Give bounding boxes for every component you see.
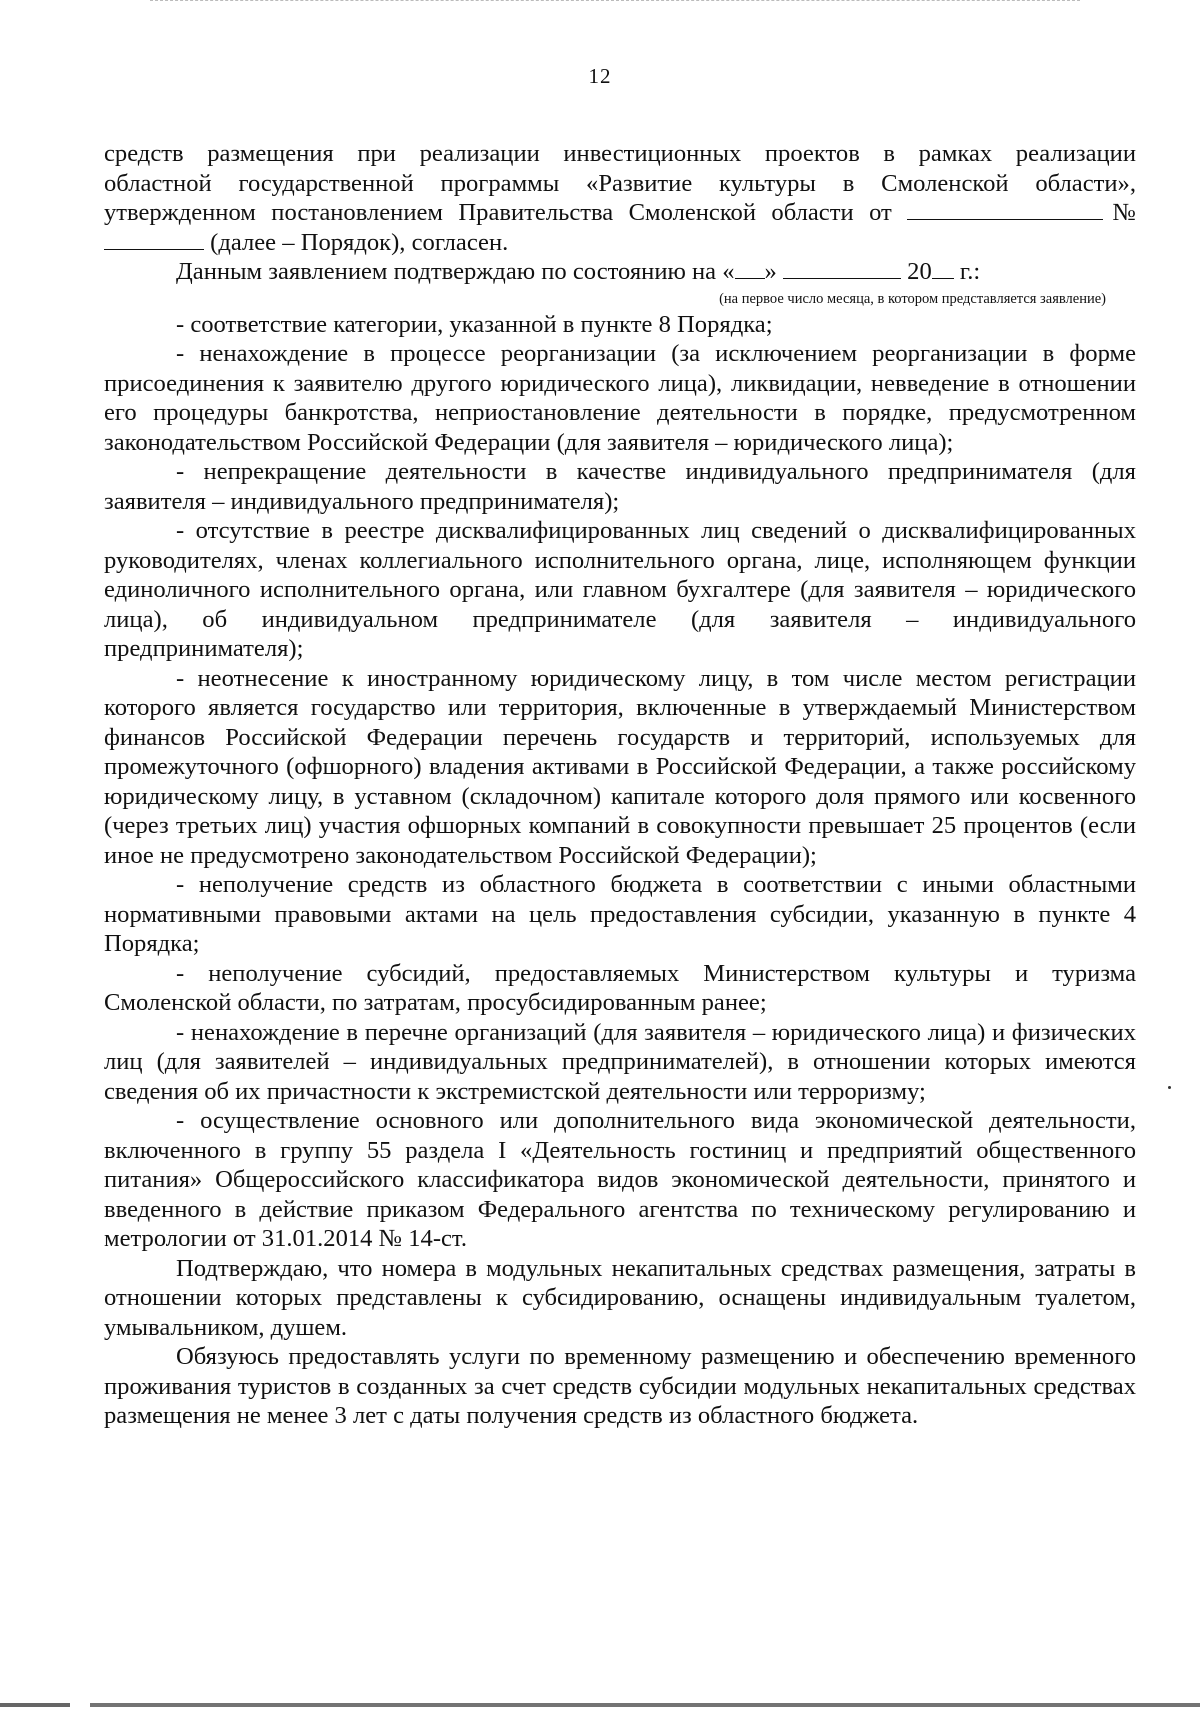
year-prefix: 20 [907, 258, 932, 285]
confirm-date-text: Данным заявлением подтверждаю по состоянию на « [176, 258, 735, 285]
list-item: - неполучение субсидий, предоставляемых Министерством культуры и туризма Смоленской области, по затратам, просубсидированным ранее; [104, 959, 1136, 1016]
year-suffix: г.: [959, 258, 981, 285]
quote-close: » [764, 258, 777, 285]
list-item: - отсутствие в реестре дисквалифицированных лиц сведений о дисквалифицированных руководителях, членах коллегиального исполнительного органа, лице, исполняющем функции единоличного исполнительного органа, или главном бухгалтере (для заявителя – юридического лица), об индивидуальном предпринимателе (для заявителя – индивидуального предпринимателя); [104, 517, 1136, 662]
closing-paragraph: Подтверждаю, что номера в модульных некапитальных средствах размещения, затраты в отношении которых представлены к субсидированию, оснащены индивидуальным туалетом, умывальником, душем. [104, 1254, 1136, 1341]
scan-speck [1168, 1086, 1171, 1089]
list-item: - соответствие категории, указанной в пункте 8 Порядка; [176, 310, 773, 338]
list-item: - осуществление основного или дополнительного вида экономической деятельности, включенного в группу 55 раздела I «Деятельность гостиниц и предприятий общественного питания» Общероссийского классификатора видов экономической деятельности, принятого и введенного в действие приказом Федерального агентства по техническому регулированию и метрологии от 31.01.2014 № 14-ст. [104, 1107, 1136, 1252]
scan-edge-top [150, 0, 1080, 4]
list-item: - неполучение средств из областного бюджета в соответствии с иными областными нормативными правовыми актами на цель предоставления субсидии, указанную в пункте 4 Порядка; [104, 871, 1136, 957]
intro-first-line: средств размещения при реализации инвестиционных проектов в рамках реализации [104, 140, 1136, 167]
list-item: - ненахождение в процессе реорганизации (за исключением реорганизации в форме присоединения к заявителю другого юридического лица), ликвидации, невведение в отношении его процедуры банкротства, неприостановление деятельности в порядке, предусмотренном законодательством Российской Федерации (для заявителя – юридического лица); [104, 340, 1136, 456]
intro-text: областной государственной программы «Развитие культуры в Смоленской области», утвержденном постановлением Правительства Смоленской области от [104, 169, 1136, 226]
paragraph-confirm-date [104, 257, 1136, 287]
date-footnote: (на первое число месяца, в котором представляется заявление) [719, 290, 1106, 307]
blank-year-field [932, 258, 954, 279]
scan-edge-bottom [0, 1703, 1200, 1707]
blank-day-field [735, 258, 765, 279]
page-number: 12 [588, 64, 612, 88]
blank-month-field [783, 258, 901, 279]
document-body [104, 139, 1136, 1431]
blank-date-field [907, 199, 1103, 220]
list-item: - неотнесение к иностранному юридическому лицу, в том числе местом регистрации которого является государство или территория, включенные в утверждаемый Министерством финансов Российской Федерации перечень государств и территорий, используемых для промежуточного (офшорного) владения активами в Российской Федерации, а также российскому юридическому лицу, в уставном (складочном) капитале которого доля прямого или косвенного (через третьих лиц) участия офшорных компаний в совокупности превышает 25 процентов (если иное не предусмотрено законодательством Российской Федерации); [104, 664, 1136, 869]
list-item: - непрекращение деятельности в качестве индивидуального предпринимателя (для заявителя – индивидуального предпринимателя); [104, 458, 1136, 515]
list-item: - ненахождение в перечне организаций (для заявителя – юридического лица) и физических лиц (для заявителей – индивидуальных предпринимателей), в отношении которых имеются сведения об их причастности к экстремистской деятельности или терроризму; [104, 1018, 1136, 1105]
closing-paragraph: Обязуюсь предоставлять услуги по временному размещению и обеспечению временного проживания туристов в созданных за счет средств субсидии модульных некапитальных средствах размещения не менее 3 лет с даты получения средств из областного бюджета. [104, 1343, 1136, 1429]
paragraph-intro [104, 139, 1136, 257]
blank-number-field [104, 229, 204, 250]
number-sign: № [1103, 199, 1136, 226]
intro-text-end: (далее – Порядок), согласен. [210, 228, 509, 256]
